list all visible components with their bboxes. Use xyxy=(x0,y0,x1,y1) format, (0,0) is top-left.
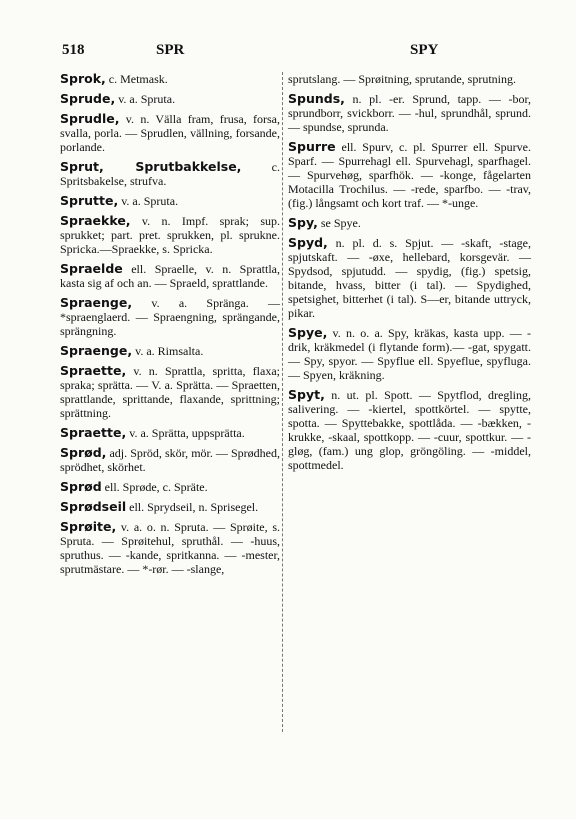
dictionary-entry xyxy=(288,216,531,230)
dictionary-entry xyxy=(60,92,280,106)
right-column xyxy=(288,72,531,478)
dictionary-entry xyxy=(60,364,280,420)
headword: Spraenge, xyxy=(60,343,133,358)
definition-text: v. a. Sprätta, uppsprätta. xyxy=(126,426,245,440)
headword: Spraenge, xyxy=(60,295,133,310)
definition-text: v. a. Spränga. — *spraenglaerd. — Spraengning, sprängande, sprängning. xyxy=(60,296,280,338)
dictionary-entry xyxy=(60,72,280,86)
definition-text: n. pl. d. s. Spjut. — -skaft, -stage, spjutskaft. — -øxe, hellebard, korsgevär. — Spydsod, spjutudd. — spydig, (fig.) spetsig, bitande, hvass, bitter (i tal). — Spydighed, spetsighet, bitterhet (i tal). S—er, bitande uttryck, pikar. xyxy=(288,236,531,320)
definition-text: v. n. Sprattla, spritta, flaxa; spraka; sprätta. — V. a. Sprätta. — Spraetten, sprattlande, sprittande, flaxande, sprittning; sprättning. xyxy=(60,364,280,420)
headword: Spunds, xyxy=(288,91,345,106)
dictionary-entry xyxy=(60,112,280,154)
headword: Sprød xyxy=(60,479,102,494)
dictionary-entry xyxy=(60,194,280,208)
headword: Spyt, xyxy=(288,387,325,402)
definition-text: v. a. Spruta. xyxy=(118,194,179,208)
definition-text: sprutslang. — Sprøitning, sprutande, sprutning. xyxy=(288,72,516,86)
definition-text: ell. Spraelle, v. n. Sprattla, kasta sig af och an. — Spraeld, sprattlande. xyxy=(60,262,280,290)
dictionary-entry xyxy=(60,160,280,188)
definition-text: adj. Spröd, skör, mör. — Sprødhed, sprödhet, skörhet. xyxy=(60,446,280,474)
headword: Sprødseil xyxy=(60,499,127,514)
dictionary-entry xyxy=(288,72,531,86)
headword: Spy, xyxy=(288,215,318,230)
guide-word-right: SPY xyxy=(410,42,439,58)
dictionary-entry xyxy=(60,296,280,338)
headword: Sprude, xyxy=(60,91,116,106)
definition-text: n. pl. -er. Sprund, tapp. — -bor, sprundborr, svickborr. — -hul, sprundhål, sprund. — spundse, sprunda. xyxy=(288,92,531,134)
dictionary-entry xyxy=(288,92,531,134)
headword: Sprudle, xyxy=(60,111,120,126)
headword: Spraette, xyxy=(60,363,127,378)
headword: Spurre xyxy=(288,139,336,154)
left-column xyxy=(60,72,280,582)
definition-text: c. Spritsbakelse, strufva. xyxy=(60,160,281,188)
dictionary-entry xyxy=(60,520,280,576)
headword: Sprøite, xyxy=(60,519,117,534)
page-header xyxy=(62,42,532,64)
dictionary-entry xyxy=(60,446,280,474)
dictionary-entry xyxy=(60,344,280,358)
guide-word-left: SPR xyxy=(156,42,185,58)
headword: Sprød, xyxy=(60,445,107,460)
definition-text: c. Metmask. xyxy=(105,72,168,86)
dictionary-entry xyxy=(60,262,280,290)
definition-text: v. n. Välla fram, frusa, forsa, svalla, porla. — Sprudlen, vällning, forsande, porlande. xyxy=(60,112,280,154)
headword: Spraelde xyxy=(60,261,123,276)
dictionary-entry xyxy=(288,326,531,382)
dictionary-entry xyxy=(60,426,280,440)
headword: Spye, xyxy=(288,325,328,340)
definition-text: v. a. Spruta. xyxy=(115,92,176,106)
dictionary-entry xyxy=(60,214,280,256)
headword: Sprutte, xyxy=(60,193,119,208)
dictionary-entry xyxy=(288,140,531,210)
headword: Sprut, Sprutbakkelse, xyxy=(60,159,242,174)
definition-text: ell. Sprøde, c. Spräte. xyxy=(101,480,208,494)
column-divider xyxy=(282,72,284,732)
dictionary-entry xyxy=(60,480,280,494)
definition-text: n. ut. pl. Spott. — Spytflod, dregling, salivering. — -kiertel, spottkörtel. — spytte, spotta. — Spyttebakke, spottlåda. — -bækken, -krukke, -skaal, spottkopp. — -cuur, spottkur. — -gløg, (fam.) ung glop, gröngöling. — -middel, spottmedel. xyxy=(288,388,531,472)
definition-text: ell. Sprydseil, n. Sprisegel. xyxy=(126,500,259,514)
definition-text: v. a. o. n. Spruta. — Sprøite, s. Spruta. — Sprøitehul, spruthål. — -huus, spruthus. — -kande, spritkanna. — -mester, sprutmästare. — *-rør. — -slange, xyxy=(60,520,280,576)
definition-text: v. n. o. a. Spy, kräkas, kasta upp. — -drik, kräkmedel (i flytande form).— -gat, spygatt. — Spy, spyor. — Spyflue ell. Spyeflue, spyfluga. — Spyen, kräkning. xyxy=(288,326,531,382)
definition-text: v. n. Impf. sprak; sup. sprukket; part. pret. sprukken, pl. sprukne. Spricka.—Spraekke, s. Spricka. xyxy=(60,214,280,256)
dictionary-entry xyxy=(60,500,280,514)
definition-text: se Spye. xyxy=(317,216,361,230)
definition-text: ell. Spurv, c. pl. Spurrer ell. Spurve. Sparf. — Spurrehagl ell. Spurvehagl, sparfhagel. — Spurvehøg, sparfhök. — -konge, fågelarten Motacilla Trochilus. — -rede, sparfbo. — -trav, (fig.) långsamt och kort traf. — *-unge. xyxy=(288,140,531,210)
headword: Spraekke, xyxy=(60,213,131,228)
headword: Spyd, xyxy=(288,235,328,250)
dictionary-entry xyxy=(288,236,531,320)
headword: Spraette, xyxy=(60,425,127,440)
headword: Sprok, xyxy=(60,71,106,86)
page-number: 518 xyxy=(62,42,85,58)
definition-text: v. a. Rimsalta. xyxy=(132,344,204,358)
dictionary-entry xyxy=(288,388,531,472)
